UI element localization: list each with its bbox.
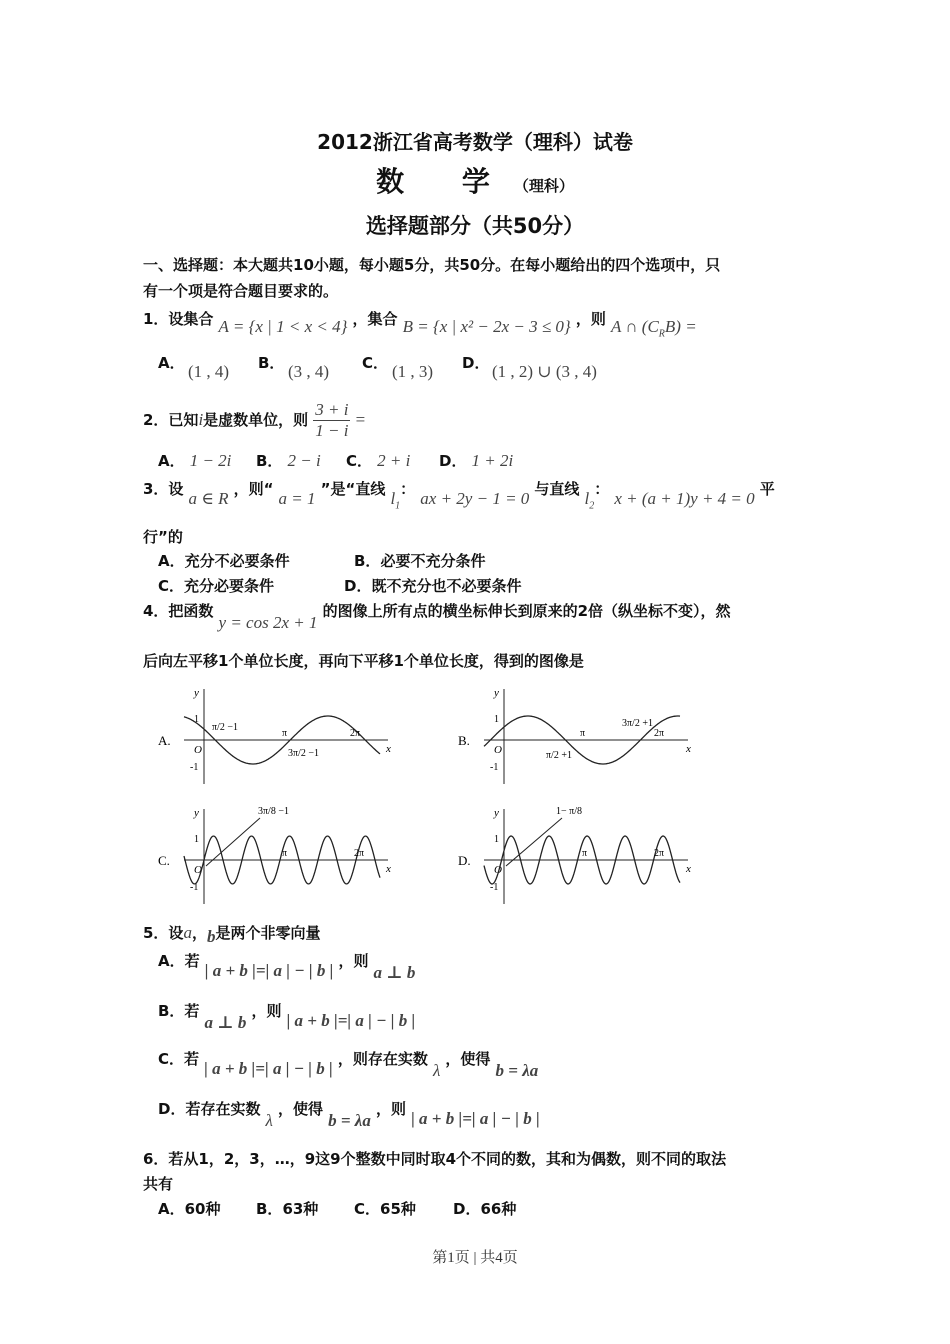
q2-mid: 是虚数单位，则 [203, 411, 309, 429]
q3-lead: 3．设 [143, 480, 184, 498]
annotation-1: 3π/8 −1 [258, 806, 289, 817]
q5-option-a-expr-2: a ⊥ b [373, 963, 416, 982]
q5-option-c-expr-3: b = λa [495, 1061, 539, 1080]
q5-option-b-expr-2: | a + b |=| a | − | b | [286, 1011, 416, 1030]
q5-option-c-text-1: ，则存在实数 [337, 1050, 428, 1068]
q3-l1-letter: l [390, 489, 396, 508]
q3-option-c[interactable] [158, 575, 274, 596]
q1-option-d-value: (1 , 2) ∪ (3 , 4) [492, 362, 597, 381]
q2-option-a[interactable] [158, 450, 231, 471]
q2-option-a-value: 1 − 2i [189, 451, 232, 470]
graph-label: A. [158, 733, 171, 748]
q2-option-d-label: D． [439, 452, 467, 470]
origin-label: O [194, 744, 202, 756]
q2-numerator: 3 + i [315, 400, 349, 419]
q5-option-b[interactable] [158, 1000, 416, 1032]
q3-text-4: 平 [759, 480, 775, 498]
origin-label: O [194, 864, 202, 876]
instructions-line-1: 一、选择题：本大题共10小题，每小题5分，共50分。在每小题给出的四个选项中，只 [143, 256, 721, 274]
tick-label-1: 1 [494, 834, 499, 845]
q1-option-b[interactable] [258, 352, 284, 373]
q3-condition: a ∈ R [188, 489, 229, 508]
q6-option-a-value: 60种 [184, 1200, 221, 1218]
q2-fraction [313, 400, 350, 441]
q5-option-d-label: D．若存在实数 [158, 1100, 261, 1118]
q1-option-c[interactable] [362, 352, 388, 373]
q5-option-a[interactable] [158, 950, 416, 982]
tick-label-1: 1 [194, 714, 199, 725]
q3-option-d[interactable] [344, 575, 521, 596]
q5-comma: ， [191, 924, 207, 942]
q3-option-d-label: D． [344, 577, 372, 595]
q5-option-a-text-1: ，则 [338, 952, 369, 970]
tick-label-1: 1 [194, 834, 199, 845]
q3-line-l1 [390, 489, 401, 512]
q1-set-a: A = {x | 1 < x < 4} [218, 317, 348, 336]
q6-option-b-value: 63种 [282, 1200, 319, 1218]
q2-denominator: 1 − i [315, 421, 349, 440]
tick-label-neg-1: -1 [190, 762, 199, 773]
annotation-3: 3π/2 −1 [288, 748, 319, 759]
q2-i: i [198, 410, 204, 429]
q5-vector-a: a [183, 923, 192, 942]
q5-option-c-expr-1: | a + b |=| a | − | b | [204, 1059, 333, 1078]
q3-option-c-value: 充分必要条件 [184, 577, 275, 595]
q6-option-c-label: C． [354, 1200, 381, 1218]
q5-option-b-text-1: ，则 [251, 1002, 282, 1020]
q1-expr-main: A ∩ (C [610, 317, 659, 336]
q1-expression [610, 317, 697, 340]
annotation-1: 1− π/8 [556, 806, 582, 817]
question-1 [143, 308, 697, 340]
graph-label: B. [458, 733, 470, 748]
q2-option-d-value: 1 + 2i [471, 451, 514, 470]
q1-option-a[interactable] [158, 352, 185, 373]
q6-line-2: 共有 [143, 1175, 174, 1193]
y-axis-label: y [194, 687, 199, 699]
q1-then: ，则 [575, 310, 606, 328]
q1-mid: ，集合 [352, 310, 398, 328]
q3-text-2: ”是“直线 [320, 480, 386, 498]
q5-lead: 5．设 [143, 924, 184, 942]
question-3 [143, 478, 775, 512]
annotation-2: π [582, 848, 588, 859]
q5-option-a-label: A．若 [158, 952, 200, 970]
annotation-4: 2π [354, 848, 365, 859]
q5-option-d-expr-3: | a + b |=| a | − | b | [411, 1109, 540, 1128]
instructions-line-2: 有一个项是符合题目要求的。 [143, 282, 339, 300]
q5-option-d[interactable] [158, 1098, 540, 1130]
q4-rest-1: 的图像上所有点的横坐标伸长到原来的2倍（纵坐标不变），然 [322, 602, 731, 620]
q6-option-d-value: 66种 [480, 1200, 517, 1218]
annotation-1: π/2 −1 [212, 722, 238, 733]
y-axis-label: y [194, 807, 199, 819]
annotation-2: π [580, 728, 586, 739]
q2-option-b-value: 2 − i [287, 451, 321, 470]
q5-option-c-label: C．若 [158, 1050, 200, 1068]
y-axis-label: y [494, 687, 499, 699]
q4-function: y = cos 2x + 1 [218, 613, 318, 632]
x-axis-label: x [386, 743, 391, 755]
q5-option-b-expr-1: a ⊥ b [204, 1013, 247, 1032]
annotation-4: 2π [654, 848, 665, 859]
q1-option-c-label: C． [362, 354, 389, 372]
q6-option-a[interactable] [158, 1198, 220, 1219]
q5-option-d-expr-1: λ [265, 1111, 273, 1130]
q4-rest-2: 后向左平移1个单位长度，再向下平移1个单位长度，得到的图像是 [143, 652, 584, 670]
tick-label-1: 1 [494, 714, 499, 725]
q3-text-5: 行”的 [143, 528, 183, 546]
q2-lead: 2．已知 [143, 411, 199, 429]
q5-option-d-text-1: ，使得 [278, 1100, 324, 1118]
q6-option-a-label: A． [158, 1200, 185, 1218]
q6-option-c-value: 65种 [380, 1200, 416, 1218]
annotation-arrow [206, 818, 260, 866]
q5-option-b-label: B．若 [158, 1002, 200, 1020]
q3-option-b[interactable] [354, 550, 485, 571]
annotation-2: π [282, 848, 288, 859]
q3-l2-sub: 2 [589, 500, 595, 512]
q3-a-equals-1: a = 1 [278, 489, 316, 508]
page-footer: 第1页 | 共4页 [432, 1250, 518, 1266]
q6-line-1: 6．若从1，2，3，…，9这9个整数中同时取4个不同的数，其和为偶数，则不同的取法 [143, 1150, 727, 1168]
annotation-3: 3π/2 +1 [622, 718, 653, 729]
q2-option-b-label: B． [256, 452, 283, 470]
q3-colon-1: ： [400, 480, 416, 498]
q2-option-a-label: A． [158, 452, 185, 470]
q5-option-c[interactable] [158, 1048, 539, 1080]
graph-label: D. [458, 853, 471, 868]
graph-c[interactable] [158, 806, 391, 904]
q3-l1-sub: 1 [395, 500, 401, 512]
q3-equation-2: x + (a + 1)y + 4 = 0 [614, 489, 755, 508]
question-4 [143, 600, 731, 632]
q3-option-a[interactable] [158, 550, 290, 571]
annotation-4: 2π [350, 728, 361, 739]
q2-option-d[interactable] [439, 450, 513, 471]
x-axis-label: x [386, 863, 391, 875]
q5-rest: 是两个非零向量 [215, 924, 321, 942]
q3-option-d-value: 既不充分也不必要条件 [371, 577, 522, 595]
q2-option-c-value: 2 + i [377, 451, 411, 470]
q3-l2-letter: l [584, 489, 590, 508]
q3-option-a-label: A． [158, 552, 185, 570]
subject-name: 数 学 [376, 165, 514, 198]
q1-option-a-value: (1 , 4) [188, 362, 230, 381]
origin-label: O [494, 744, 502, 756]
q6-option-b[interactable] [256, 1198, 318, 1219]
q5-vector-b: b [206, 927, 216, 946]
q5-option-c-expr-2: λ [432, 1061, 441, 1080]
q1-option-d-label: D． [462, 354, 490, 372]
graph-a[interactable] [158, 687, 391, 784]
q3-text-3: 与直线 [534, 480, 580, 498]
subject-note: （理科） [513, 177, 574, 195]
q6-option-d-label: D． [453, 1200, 481, 1218]
graph-d[interactable] [458, 806, 691, 904]
question-5 [143, 922, 321, 946]
q2-option-c[interactable] [346, 450, 410, 471]
q1-expr-end: B) = [664, 317, 697, 336]
graph-label: C. [158, 853, 170, 868]
tick-label-neg-1: -1 [490, 882, 499, 893]
subject-title [0, 160, 950, 200]
q4-lead: 4．把函数 [143, 602, 214, 620]
q6-option-c[interactable] [354, 1198, 416, 1219]
q1-option-b-label: B． [258, 354, 285, 372]
q4-graphs [158, 672, 698, 922]
x-axis-label: x [686, 863, 691, 875]
q1-option-b-value: (3 , 4) [288, 362, 330, 381]
q3-option-a-value: 充分不必要条件 [184, 552, 290, 570]
annotation-2: π [282, 728, 288, 739]
exam-title: 2012浙江省高考数学（理科）试卷 [317, 130, 633, 154]
q1-option-a-label: A． [158, 354, 185, 372]
q5-option-a-expr-1: | a + b |=| a | − | b | [204, 961, 334, 980]
q3-equation-1: ax + 2y − 1 = 0 [420, 489, 530, 508]
y-axis-label: y [494, 807, 499, 819]
q2-equals: = [355, 410, 366, 429]
q3-text-1: ，则“ [233, 480, 274, 498]
q1-option-d[interactable] [462, 352, 489, 373]
q6-option-d[interactable] [453, 1198, 516, 1219]
q3-option-b-label: B． [354, 552, 381, 570]
q1-set-b: B = {x | x² − 2x − 3 ≤ 0} [402, 317, 571, 336]
tick-label-neg-1: -1 [490, 762, 499, 773]
q6-option-b-label: B． [256, 1200, 283, 1218]
annotation-4: 2π [654, 728, 665, 739]
tick-label-neg-1: -1 [190, 882, 199, 893]
section-title: 选择题部分（共50分） [365, 214, 585, 238]
q2-option-c-label: C． [346, 452, 373, 470]
q3-option-b-value: 必要不充分条件 [380, 552, 486, 570]
q5-option-d-expr-2: b = λa [328, 1111, 371, 1130]
q2-option-b[interactable] [256, 450, 321, 471]
annotation-1: π/2 +1 [546, 750, 572, 761]
q5-option-d-text-2: ，则 [375, 1100, 406, 1118]
q1-expr-sub: R [658, 328, 665, 340]
x-axis-label: x [686, 743, 691, 755]
graph-b[interactable] [458, 687, 691, 784]
q5-option-c-text-2: ，使得 [445, 1050, 491, 1068]
question-2 [143, 400, 365, 441]
q3-line-l2 [584, 489, 595, 512]
q1-lead: 1．设集合 [143, 310, 214, 328]
origin-label: O [494, 864, 502, 876]
q1-option-c-value: (1 , 3) [392, 362, 434, 381]
q3-colon-2: ： [594, 480, 610, 498]
q3-option-c-label: C． [158, 577, 185, 595]
